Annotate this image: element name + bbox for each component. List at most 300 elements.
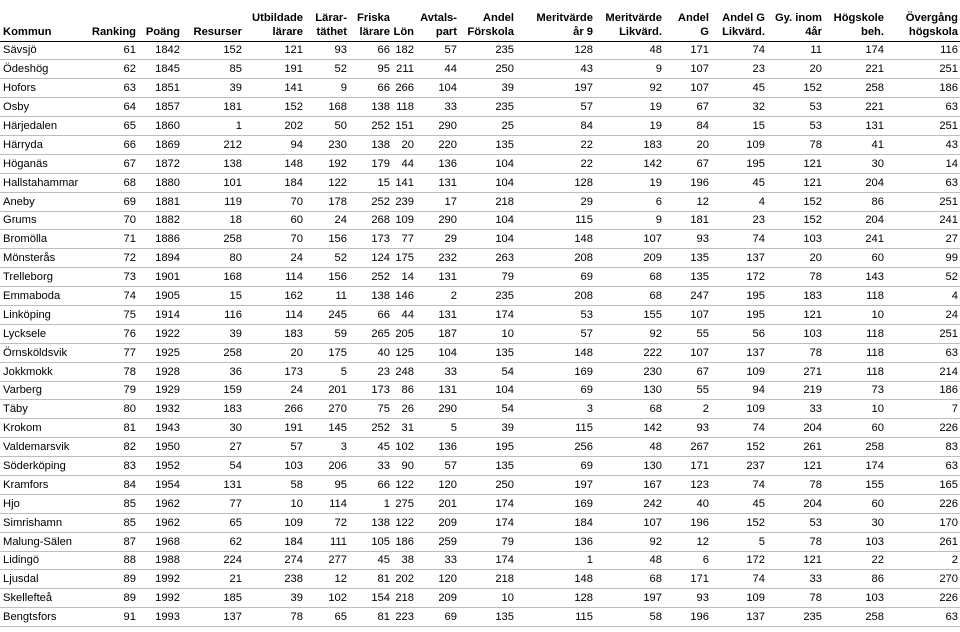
- column-header: [138, 0, 182, 41]
- table-cell: 172: [746, 271, 765, 284]
- kommun-name-cell: Jokkmokk: [3, 365, 53, 378]
- kommun-name-cell: Krokom: [3, 422, 42, 435]
- table-cell: 44: [401, 308, 414, 321]
- table-cell: 219: [803, 384, 822, 397]
- table-cell: 17: [444, 195, 457, 208]
- table-cell: 205: [395, 327, 414, 340]
- table-cell: 104: [438, 346, 457, 359]
- table-cell: 1988: [155, 554, 180, 567]
- table-cell: 204: [865, 176, 884, 189]
- table-row: [0, 287, 960, 306]
- table-cell: 138: [371, 516, 390, 529]
- table-cell: 131: [438, 308, 457, 321]
- table-cell: 183: [284, 327, 303, 340]
- table-cell: 104: [495, 157, 514, 170]
- table-cell: 7: [951, 403, 958, 416]
- column-header: [459, 0, 516, 41]
- table-cell: 15: [752, 120, 765, 132]
- table-cell: 214: [939, 365, 958, 378]
- table-row: [0, 400, 960, 419]
- table-cell: 238: [284, 573, 303, 586]
- table-cell: 226: [939, 497, 958, 510]
- table-cell: 136: [438, 157, 457, 170]
- kommun-name-cell: Emmaboda: [3, 290, 61, 303]
- table-cell: 135: [690, 252, 709, 265]
- table-cell: 9: [340, 82, 347, 95]
- table-row: [0, 192, 960, 211]
- table-cell: 196: [690, 176, 709, 189]
- table-row: [0, 324, 960, 343]
- table-cell: 6: [702, 554, 709, 567]
- table-cell: 92: [649, 82, 662, 95]
- table-cell: 121: [803, 157, 822, 170]
- table-cell: 104: [495, 233, 514, 246]
- table-row: [0, 154, 960, 173]
- table-cell: 102: [328, 592, 347, 605]
- table-row: [0, 570, 960, 589]
- column-header-line2: Lön: [393, 26, 414, 38]
- table-cell: 70: [123, 214, 136, 227]
- table-cell: 169: [574, 365, 593, 378]
- table-cell: 88: [123, 554, 136, 567]
- table-cell: 67: [696, 157, 709, 170]
- table-cell: 118: [396, 101, 414, 114]
- table-cell: 73: [123, 271, 136, 284]
- table-cell: 24: [945, 308, 958, 321]
- table-cell: 1: [383, 497, 390, 510]
- table-row: [0, 513, 960, 532]
- table-cell: 1860: [155, 120, 180, 132]
- table-cell: 53: [809, 101, 822, 114]
- table-cell: 23: [377, 365, 390, 378]
- table-cell: 71: [123, 233, 136, 246]
- table-cell: 9: [655, 63, 662, 76]
- table-cell: 258: [865, 441, 884, 454]
- table-row: [0, 438, 960, 457]
- table-cell: 69: [444, 611, 457, 624]
- table-cell: 57: [444, 460, 457, 473]
- table-cell: 90: [401, 460, 414, 473]
- table-cell: 63: [945, 460, 958, 473]
- kommun-name-cell: Bromölla: [3, 233, 48, 246]
- table-cell: 20: [401, 138, 414, 151]
- table-cell: 148: [574, 233, 593, 246]
- table-cell: 1943: [155, 422, 180, 435]
- table-cell: 48: [649, 44, 662, 57]
- table-cell: 9: [655, 214, 662, 227]
- table-cell: 104: [495, 176, 514, 189]
- table-cell: 1872: [155, 157, 180, 170]
- table-cell: 10: [871, 308, 884, 321]
- table-cell: 1: [235, 120, 242, 132]
- table-cell: 245: [328, 308, 347, 321]
- table-cell: 72: [334, 516, 347, 529]
- kommun-name-cell: Örnsköldsvik: [3, 346, 68, 359]
- table-cell: 174: [495, 497, 514, 510]
- table-cell: 104: [438, 82, 457, 95]
- table-cell: 81: [377, 573, 390, 586]
- table-cell: 107: [643, 233, 662, 246]
- column-header-line2: högskola: [908, 26, 958, 38]
- table-cell: 70: [290, 195, 303, 208]
- table-cell: 251: [939, 195, 958, 208]
- table-cell: 61: [123, 44, 136, 57]
- kommun-name-cell: Ljusdal: [3, 573, 39, 586]
- table-cell: 55: [696, 327, 709, 340]
- table-cell: 85: [229, 63, 242, 76]
- table-cell: 152: [803, 82, 822, 95]
- table-cell: 1882: [155, 214, 180, 227]
- table-cell: 45: [752, 82, 765, 95]
- column-header-line1: Andel: [482, 11, 514, 24]
- table-cell: 94: [752, 384, 765, 397]
- table-cell: 152: [284, 101, 303, 114]
- table-cell: 121: [803, 308, 822, 321]
- table-cell: 247: [690, 290, 709, 303]
- kommun-name-cell: Varberg: [3, 384, 42, 397]
- table-cell: 83: [945, 441, 958, 454]
- table-row: [0, 211, 960, 230]
- table-cell: 30: [229, 422, 242, 435]
- table-cell: 55: [696, 384, 709, 397]
- table-cell: 135: [495, 138, 514, 151]
- table-cell: 118: [866, 346, 884, 359]
- table-cell: 138: [223, 157, 242, 170]
- table-cell: 27: [945, 233, 958, 246]
- table-cell: 148: [574, 573, 593, 586]
- table-cell: 66: [377, 308, 390, 321]
- table-cell: 79: [123, 384, 136, 397]
- column-header-line1: [82, 11, 136, 26]
- table-cell: 159: [223, 384, 242, 397]
- table-cell: 152: [803, 214, 822, 227]
- column-header-line1: [138, 11, 180, 26]
- table-cell: 86: [871, 573, 884, 586]
- kommun-name-cell: Linköping: [3, 308, 51, 321]
- column-header-line2: lärare: [359, 26, 390, 38]
- table-cell: 230: [643, 365, 662, 378]
- table-row: [0, 532, 960, 551]
- table-cell: 21: [229, 573, 242, 586]
- table-cell: 22: [871, 554, 884, 567]
- table-cell: 1992: [155, 573, 180, 586]
- table-cell: 103: [803, 327, 822, 340]
- table-cell: 118: [866, 290, 884, 303]
- table-cell: 114: [329, 497, 347, 510]
- table-cell: 20: [290, 346, 303, 359]
- kommun-name-cell: Malung-Sälen: [3, 535, 73, 548]
- table-cell: 252: [371, 120, 390, 132]
- table-cell: 99: [945, 252, 958, 265]
- table-cell: 69: [580, 384, 593, 397]
- table-cell: 142: [643, 422, 662, 435]
- table-cell: 75: [377, 403, 390, 416]
- table-cell: 78: [809, 592, 822, 605]
- table-cell: 43: [945, 138, 958, 151]
- table-row: [0, 60, 960, 79]
- table-cell: 195: [746, 308, 765, 321]
- table-cell: 54: [501, 403, 514, 416]
- table-cell: 174: [865, 460, 884, 473]
- table-cell: 128: [574, 44, 593, 57]
- table-cell: 77: [401, 233, 414, 246]
- table-row: [0, 381, 960, 400]
- table-cell: 135: [495, 460, 514, 473]
- column-header: [392, 0, 416, 41]
- table-cell: 1968: [155, 535, 180, 548]
- table-cell: 250: [495, 478, 514, 491]
- table-header: [0, 0, 960, 41]
- table-cell: 22: [580, 138, 593, 151]
- table-cell: 223: [395, 611, 414, 624]
- table-cell: 151: [395, 120, 414, 132]
- table-cell: 78: [290, 611, 303, 624]
- table-cell: 68: [649, 403, 662, 416]
- table-cell: 54: [229, 460, 242, 473]
- column-header-line2: Likvärd.: [722, 26, 765, 38]
- table-cell: 86: [401, 384, 414, 397]
- table-cell: 39: [290, 592, 303, 605]
- table-cell: 230: [328, 138, 347, 151]
- table-cell: 39: [501, 82, 514, 95]
- table-cell: 5: [758, 535, 765, 548]
- table-cell: 79: [501, 535, 514, 548]
- table-cell: 121: [803, 554, 822, 567]
- table-cell: 252: [371, 422, 390, 435]
- table-cell: 103: [284, 460, 303, 473]
- table-cell: 102: [395, 441, 414, 454]
- table-cell: 226: [939, 592, 958, 605]
- column-header-line1: Avtals-: [420, 11, 457, 24]
- table-cell: 1992: [155, 592, 180, 605]
- kommun-name-cell: Bengtsfors: [3, 611, 57, 624]
- table-cell: 173: [371, 384, 390, 397]
- column-header-line2: Ranking: [91, 26, 136, 38]
- table-cell: 83: [123, 460, 136, 473]
- table-cell: 103: [865, 592, 884, 605]
- table-cell: 33: [444, 554, 457, 567]
- table-cell: 120: [438, 478, 457, 491]
- table-cell: 41: [871, 138, 884, 151]
- column-header: [664, 0, 711, 41]
- table-cell: 29: [444, 233, 457, 246]
- table-cell: 204: [803, 497, 822, 510]
- table-cell: 78: [809, 478, 822, 491]
- kommun-name-cell: Härryda: [3, 138, 43, 151]
- table-cell: 222: [643, 346, 662, 359]
- table-cell: 174: [495, 554, 514, 567]
- kommun-name-cell: Trelleborg: [3, 271, 53, 284]
- table-cell: 206: [328, 460, 347, 473]
- table-cell: 235: [803, 611, 822, 624]
- table-cell: 84: [580, 120, 593, 132]
- kommun-name-cell: Höganäs: [3, 157, 48, 170]
- table-cell: 183: [643, 138, 662, 151]
- table-cell: 241: [865, 233, 884, 246]
- table-cell: 152: [746, 516, 765, 529]
- table-cell: 128: [574, 176, 593, 189]
- table-row: [0, 551, 960, 570]
- kommun-name-cell: Valdemarsvik: [3, 441, 70, 454]
- table-cell: 184: [284, 176, 303, 189]
- table-cell: 162: [284, 290, 303, 303]
- column-header-line1: Högskole: [833, 11, 884, 24]
- column-header-line2: Kommun: [3, 26, 52, 38]
- table-cell: 155: [643, 308, 662, 321]
- table-cell: 118: [866, 327, 884, 340]
- table-cell: 109: [395, 214, 414, 227]
- table-cell: 183: [223, 403, 242, 416]
- table-cell: 43: [580, 63, 593, 76]
- table-cell: 76: [123, 327, 136, 340]
- table-cell: 156: [328, 233, 347, 246]
- table-row: [0, 135, 960, 154]
- table-cell: 67: [696, 101, 709, 114]
- table-cell: 167: [643, 478, 662, 491]
- table-cell: 148: [574, 346, 593, 359]
- column-header: [305, 0, 349, 41]
- kommun-name-cell: Sävsjö: [3, 44, 37, 57]
- table-cell: 80: [229, 252, 242, 265]
- table-cell: 24: [290, 252, 303, 265]
- table-cell: 45: [377, 441, 390, 454]
- table-cell: 187: [438, 327, 457, 340]
- table-row: [0, 457, 960, 476]
- table-cell: 59: [334, 327, 347, 340]
- table-cell: 2: [951, 554, 958, 567]
- table-cell: 1950: [155, 441, 180, 454]
- kommun-name-cell: Lycksele: [3, 327, 47, 340]
- column-header: [416, 0, 459, 41]
- table-cell: 109: [746, 592, 765, 605]
- table-cell: 10: [501, 592, 514, 605]
- table-cell: 120: [438, 573, 457, 586]
- table-row: [0, 305, 960, 324]
- table-cell: 60: [871, 497, 884, 510]
- table-cell: 261: [803, 441, 822, 454]
- table-cell: 218: [495, 195, 514, 208]
- table-cell: 105: [371, 535, 390, 548]
- table-cell: 52: [334, 63, 347, 76]
- table-cell: 181: [223, 101, 242, 114]
- table-cell: 92: [649, 535, 662, 548]
- table-cell: 27: [229, 441, 242, 454]
- table-cell: 138: [371, 290, 390, 303]
- kommun-name-cell: Osby: [3, 101, 30, 114]
- table-cell: 93: [696, 233, 709, 246]
- column-header-line2: lärare: [272, 26, 303, 38]
- table-cell: 1954: [155, 478, 180, 491]
- table-cell: 109: [746, 365, 765, 378]
- table-cell: 1845: [155, 63, 180, 76]
- table-cell: 81: [123, 422, 136, 435]
- table-cell: 195: [495, 441, 514, 454]
- table-cell: 69: [580, 271, 593, 284]
- table-cell: 267: [690, 441, 709, 454]
- table-cell: 92: [649, 327, 662, 340]
- table-cell: 57: [444, 44, 457, 57]
- table-cell: 204: [865, 214, 884, 227]
- table-row: [0, 343, 960, 362]
- table-cell: 12: [696, 535, 709, 548]
- column-header: [244, 0, 305, 41]
- table-cell: 24: [334, 214, 347, 227]
- table-cell: 12: [696, 195, 709, 208]
- table-cell: 208: [574, 252, 593, 265]
- table-cell: 1881: [155, 195, 180, 208]
- table-cell: 1928: [155, 365, 180, 378]
- table-row: [0, 98, 960, 117]
- table-cell: 68: [123, 176, 136, 189]
- table-cell: 221: [865, 63, 884, 76]
- column-header: [82, 0, 138, 41]
- table-cell: 87: [123, 535, 136, 548]
- column-header-line2: Poäng: [145, 26, 180, 38]
- table-cell: 1: [586, 554, 593, 567]
- table-cell: 290: [438, 403, 457, 416]
- table-cell: 74: [752, 233, 765, 246]
- table-cell: 251: [939, 63, 958, 76]
- table-cell: 103: [803, 233, 822, 246]
- table-cell: 115: [575, 214, 593, 227]
- table-cell: 258: [223, 233, 242, 246]
- table-cell: 39: [501, 422, 514, 435]
- table-cell: 107: [690, 346, 709, 359]
- table-cell: 209: [438, 516, 457, 529]
- column-header-line1: Friska: [357, 11, 390, 24]
- table-cell: 171: [690, 44, 709, 57]
- table-cell: 57: [580, 327, 593, 340]
- table-cell: 22: [580, 157, 593, 170]
- table-cell: 15: [229, 290, 242, 303]
- table-cell: 63: [123, 82, 136, 95]
- table-cell: 107: [690, 82, 709, 95]
- kommun-name-cell: Skellefteå: [3, 592, 53, 605]
- kommun-name-cell: Söderköping: [3, 460, 66, 473]
- table-cell: 268: [371, 214, 390, 227]
- table-cell: 68: [649, 573, 662, 586]
- table-cell: 78: [809, 271, 822, 284]
- table-cell: 174: [865, 44, 884, 57]
- table-cell: 201: [328, 384, 347, 397]
- table-cell: 235: [495, 290, 514, 303]
- table-cell: 1880: [155, 176, 180, 189]
- table-cell: 54: [501, 365, 514, 378]
- table-cell: 261: [939, 535, 958, 548]
- kommun-name-cell: Täby: [3, 403, 28, 416]
- kommun-name-cell: Lidingö: [3, 554, 40, 567]
- table-cell: 58: [649, 611, 662, 624]
- table-cell: 1894: [155, 252, 180, 265]
- table-cell: 14: [945, 157, 958, 170]
- table-cell: 251: [939, 327, 958, 340]
- column-header-line1: Utbildade: [252, 11, 303, 24]
- table-cell: 209: [438, 592, 457, 605]
- table-cell: 174: [495, 516, 514, 529]
- table-cell: 1932: [155, 403, 180, 416]
- table-cell: 31: [401, 422, 414, 435]
- table-cell: 122: [395, 516, 414, 529]
- table-cell: 104: [495, 384, 514, 397]
- table-cell: 74: [752, 44, 765, 57]
- table-cell: 66: [123, 138, 136, 151]
- table-cell: 165: [939, 478, 958, 491]
- table-cell: 195: [746, 157, 765, 170]
- table-cell: 125: [395, 346, 414, 359]
- table-cell: 192: [328, 157, 347, 170]
- table-cell: 201: [438, 497, 457, 510]
- column-header: [0, 0, 82, 41]
